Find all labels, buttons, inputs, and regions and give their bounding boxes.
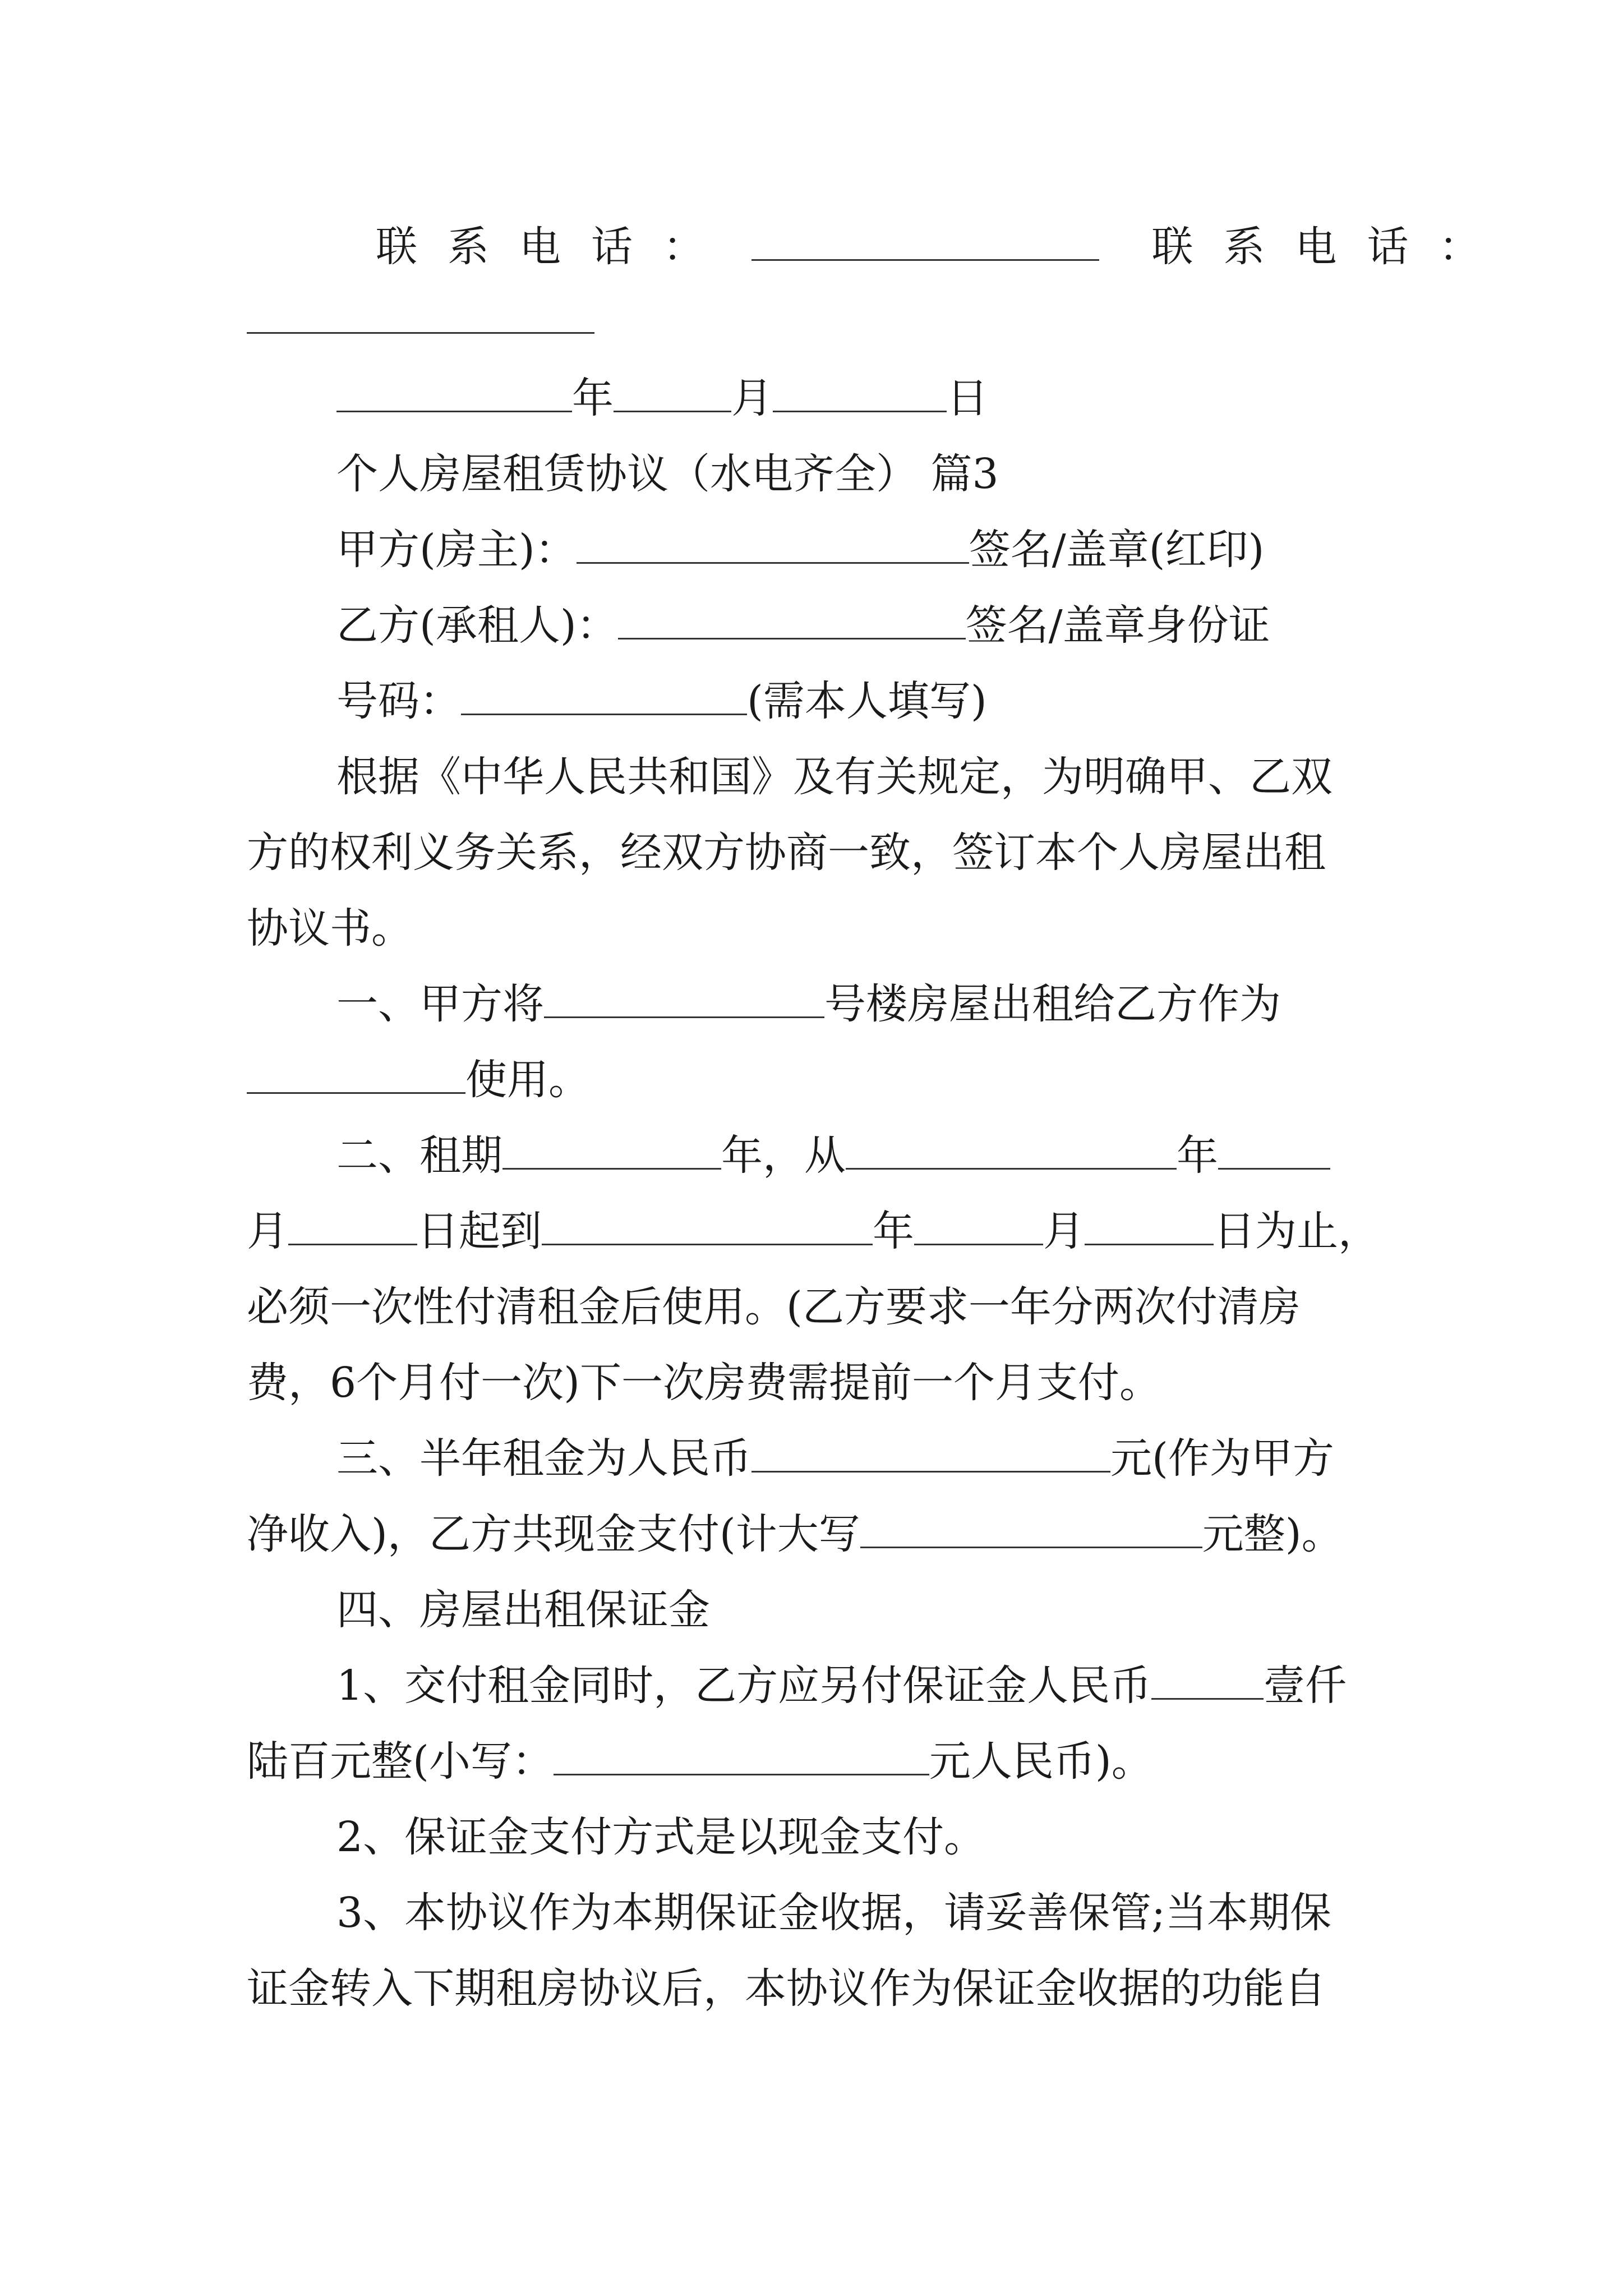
intro-line-1: 根据《中华人民共和国》及有关规定，为明确甲、乙双	[336, 753, 1332, 801]
party-a-blank	[577, 522, 969, 564]
clause2-line-2	[247, 1203, 1391, 1259]
clause1-b: 号楼房屋出租给乙方作为	[824, 980, 1281, 1028]
agreement-heading: 个人房屋租赁协议（水电齐全） 篇3	[336, 450, 999, 498]
contact-line	[376, 219, 1520, 275]
clause3-b: 元(作为甲方	[1110, 1434, 1334, 1483]
clause4-p3-line-2: 证金转入下期租房协议后，本协议作为保证金收据的功能自	[247, 1964, 1326, 2013]
id-line	[336, 673, 1481, 729]
clause2-a: 二、租期	[336, 1131, 502, 1180]
clause1-c: 使用。	[465, 1056, 590, 1104]
contact-blank-line	[247, 292, 1391, 348]
party-b-label: 乙方(承租人)：	[336, 601, 618, 650]
clause4-p3-line-1: 3、本协议作为本期保证金收据，请妥善保管;当本期保	[336, 1889, 1332, 1937]
clause1-line-2	[247, 1052, 1391, 1108]
clause2-blank-6	[914, 1203, 1043, 1245]
clause3-c: 净收入)，乙方共现金支付(计大写	[247, 1510, 860, 1558]
clause2-b: 年，从	[721, 1131, 846, 1180]
clause4-p1d: 元人民币)。	[929, 1737, 1153, 1786]
clause3-line-1	[336, 1430, 1481, 1487]
clause2-line-4: 费，6个月付一次)下一次房费需提前一个月支付。	[247, 1359, 1161, 1407]
clause1-blank-1	[544, 976, 824, 1018]
clause4-blank-2	[554, 1733, 929, 1775]
clause4-blank-1	[1151, 1658, 1264, 1700]
clause1-line-1	[336, 976, 1481, 1032]
clause2-line-3: 必须一次性付清租金后使用。(乙方要求一年分两次付清房	[247, 1283, 1301, 1331]
clause4-p1-line-2	[247, 1733, 1391, 1789]
party-a-sign: 签名/盖章(红印)	[969, 526, 1265, 574]
party-b-line	[336, 597, 1481, 654]
clause3-line-2	[247, 1506, 1391, 1562]
clause1-blank-2	[247, 1052, 465, 1094]
clause4-title: 四、房屋出租保证金	[336, 1586, 710, 1634]
year-label: 年	[572, 374, 614, 422]
clause4-p2: 2、保证金支付方式是以现金支付。	[336, 1813, 986, 1861]
clause3-d: 元整)。	[1202, 1510, 1343, 1558]
clause4-p1c: 陆百元整(小写：	[247, 1737, 554, 1786]
clause2-g: 月	[1043, 1207, 1085, 1255]
clause2-blank-1	[502, 1128, 721, 1170]
contact-label-b: 联系电话：	[1151, 223, 1511, 271]
clause3-a: 三、半年租金为人民币	[336, 1434, 751, 1483]
clause3-blank-1	[751, 1430, 1110, 1473]
month-blank	[614, 370, 731, 412]
year-blank	[336, 370, 572, 412]
contact-blank-a	[751, 219, 1099, 261]
clause2-e: 日起到	[417, 1207, 542, 1255]
clause2-blank-7	[1085, 1203, 1214, 1245]
id-blank	[461, 673, 747, 715]
clause2-blank-2	[846, 1128, 1177, 1170]
day-blank	[773, 370, 947, 412]
clause2-blank-5	[542, 1203, 873, 1245]
day-label: 日	[947, 374, 988, 422]
clause4-p1a: 1、交付租金同时，乙方应另付保证金人民币	[336, 1662, 1152, 1710]
clause4-p1-line-1	[336, 1658, 1481, 1714]
clause2-blank-3	[1218, 1128, 1330, 1170]
clause1-a: 一、甲方将	[336, 980, 544, 1028]
clause2-d: 月	[247, 1207, 288, 1255]
clause2-c: 年	[1177, 1131, 1218, 1180]
clause3-blank-2	[860, 1506, 1202, 1548]
party-b-blank	[618, 597, 966, 639]
intro-line-3: 协议书。	[247, 904, 413, 953]
party-b-sign: 签名/盖章身份证	[965, 601, 1270, 650]
intro-line-2: 方的权利义务关系，经双方协商一致，签订本个人房屋出租	[247, 829, 1326, 877]
month-label: 月	[731, 374, 773, 422]
id-label: 号码：	[336, 677, 461, 725]
clause4-p1b: 壹仟	[1264, 1662, 1347, 1710]
clause2-blank-4	[288, 1203, 417, 1245]
contact-blank-b	[247, 292, 594, 334]
contact-label-a: 联系电话：	[376, 223, 735, 271]
party-a-label: 甲方(房主)：	[336, 526, 577, 574]
clause2-line-1	[336, 1128, 1481, 1184]
clause2-f: 年	[873, 1207, 914, 1255]
date-line	[336, 370, 1481, 426]
clause2-h: 日为止，	[1214, 1207, 1380, 1255]
party-a-line	[336, 522, 1481, 578]
id-note: (需本人填写)	[747, 677, 987, 725]
